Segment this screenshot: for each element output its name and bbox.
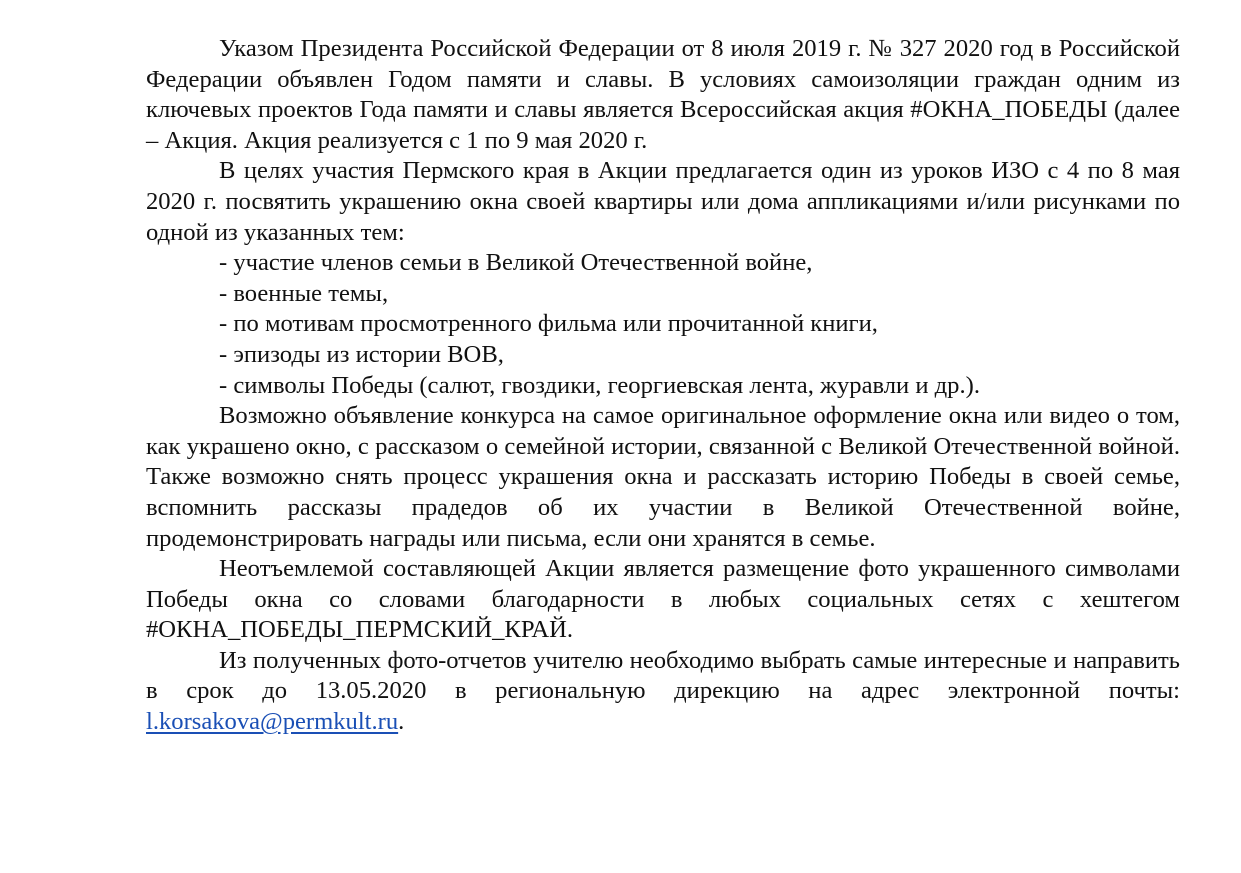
list-item: - участие членов семьи в Великой Отечественной войне,	[219, 249, 813, 277]
list-item: - символы Победы (салют, гвоздики, георгиевская лента, журавли и др.).	[219, 371, 980, 399]
list-item: - военные темы,	[219, 279, 389, 307]
list-item: - по мотивам просмотренного фильма или прочитанной книги,	[219, 310, 878, 338]
reports-text: Из полученных фото-отчетов учителю необходимо выбрать самые интересные и направить в срок до 13.05.2020 в региональную дирекцию на адрес электронной почты:	[146, 646, 1180, 705]
list-item: - эпизоды из истории ВОВ,	[219, 340, 504, 368]
paragraph-decree: Указом Президента Российской Федерации от 8 июля 2019 г. № 327 2020 год в Российской Федерации объявлен Годом памяти и славы. В условиях самоизоляции граждан одним из ключевых проектов Года памяти и славы является Всероссийская акция #ОКНА_ПОБЕДЫ (далее – Акция. Акция реализуется с 1 по 9 мая 2020 г.	[146, 35, 1180, 154]
email-link[interactable]: l.korsakova@permkult.ru	[146, 708, 399, 736]
paragraph-participation: В целях участия Пермского края в Акции предлагается один из уроков ИЗО с 4 по 8 мая 2020 г. посвятить украшению окна своей квартиры или дома аппликациями и/или рисунками по одной из указанных тем:	[146, 157, 1180, 246]
paragraph-contest: Возможно объявление конкурса на самое оригинальное оформление окна или видео о том, как украшено окно, с рассказом о семейной истории, связанной с Великой Отечественной войной. Также возможно снять процесс украшения окна и рассказать историю Победы в своей семье, вспомнить рассказы прадедов об их участии в Великой Отечественной войне, продемонстрировать награды или письма, если они хранятся в семье.	[146, 402, 1180, 552]
topics-list	[146, 248, 1180, 401]
paragraph-social-posting: Неотъемлемой составляющей Акции является размещение фото украшенного символами Победы окна со словами благодарности в любых социальных сетях с хештегом #ОКНА_ПОБЕДЫ_ПЕРМСКИЙ_КРАЙ.	[146, 555, 1180, 644]
paragraph-reports	[146, 646, 1180, 738]
document-body	[146, 34, 1180, 738]
reports-end: .	[398, 708, 405, 736]
